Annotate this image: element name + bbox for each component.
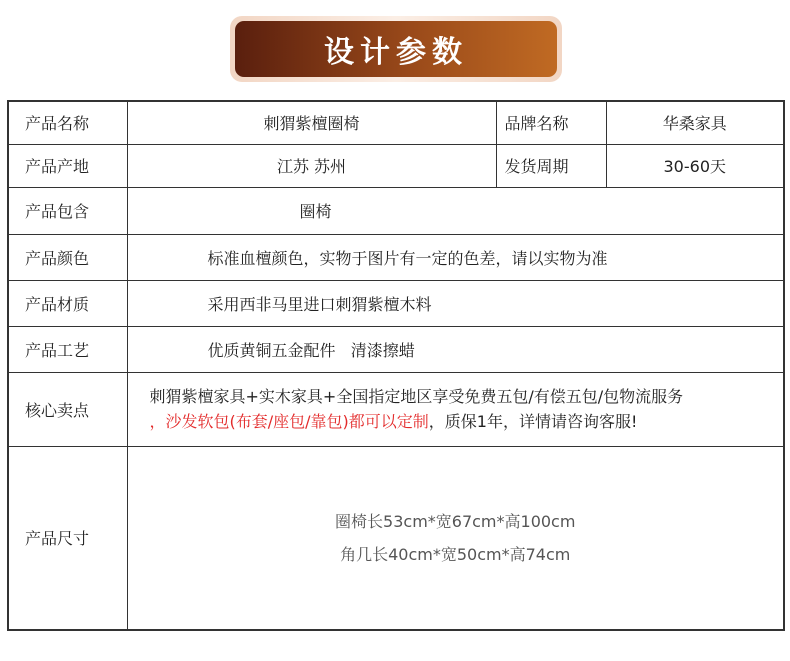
title-banner <box>235 21 557 77</box>
shipping-value: 30-60天 <box>606 144 784 187</box>
origin-label: 产品产地 <box>8 144 127 187</box>
row-product-name <box>8 101 784 144</box>
selling-line-2 <box>150 409 784 434</box>
brand-value: 华桑家具 <box>606 101 784 144</box>
color-value: 标准血檀颜色，实物于图片有一定的色差，请以实物为准 <box>127 234 784 280</box>
title-banner-frame <box>230 16 562 82</box>
selling-warranty-text: ，质保1年，详情请咨询客服! <box>428 412 638 431</box>
contents-label: 产品包含 <box>8 187 127 234</box>
row-size <box>8 446 784 630</box>
origin-value: 江苏 苏州 <box>127 144 496 187</box>
craft-value: 优质黄铜五金配件 清漆擦蜡 <box>127 326 784 372</box>
craft-label: 产品工艺 <box>8 326 127 372</box>
row-origin <box>8 144 784 187</box>
product-name-label: 产品名称 <box>8 101 127 144</box>
material-value: 采用西非马里进口刺猬紫檀木料 <box>127 280 784 326</box>
row-selling-points <box>8 372 784 446</box>
row-color <box>8 234 784 280</box>
product-name-value: 刺猬紫檀圈椅 <box>127 101 496 144</box>
size-label: 产品尺寸 <box>8 446 127 630</box>
brand-label: 品牌名称 <box>496 101 606 144</box>
spec-table <box>7 100 785 631</box>
banner-title: 设计参数 <box>324 35 468 70</box>
row-material <box>8 280 784 326</box>
selling-line-1: 刺猬紫檀家具+实木家具+全国指定地区享受免费五包/有偿五包/包物流服务 <box>149 387 684 406</box>
contents-value: 圈椅 <box>127 187 784 234</box>
row-craft <box>8 326 784 372</box>
size-chair: 圈椅长53cm*宽67cm*高100cm <box>335 511 576 531</box>
selling-label: 核心卖点 <box>8 372 127 446</box>
row-contents <box>8 187 784 234</box>
material-label: 产品材质 <box>8 280 127 326</box>
size-side-table: 角几长40cm*宽50cm*高74cm <box>340 544 571 564</box>
size-value <box>127 446 784 630</box>
shipping-label: 发货周期 <box>496 144 606 187</box>
color-label: 产品颜色 <box>8 234 127 280</box>
selling-value <box>127 372 784 446</box>
selling-custom-highlight: ，沙发软包(布套/座包/靠包)都可以定制 <box>149 412 429 431</box>
